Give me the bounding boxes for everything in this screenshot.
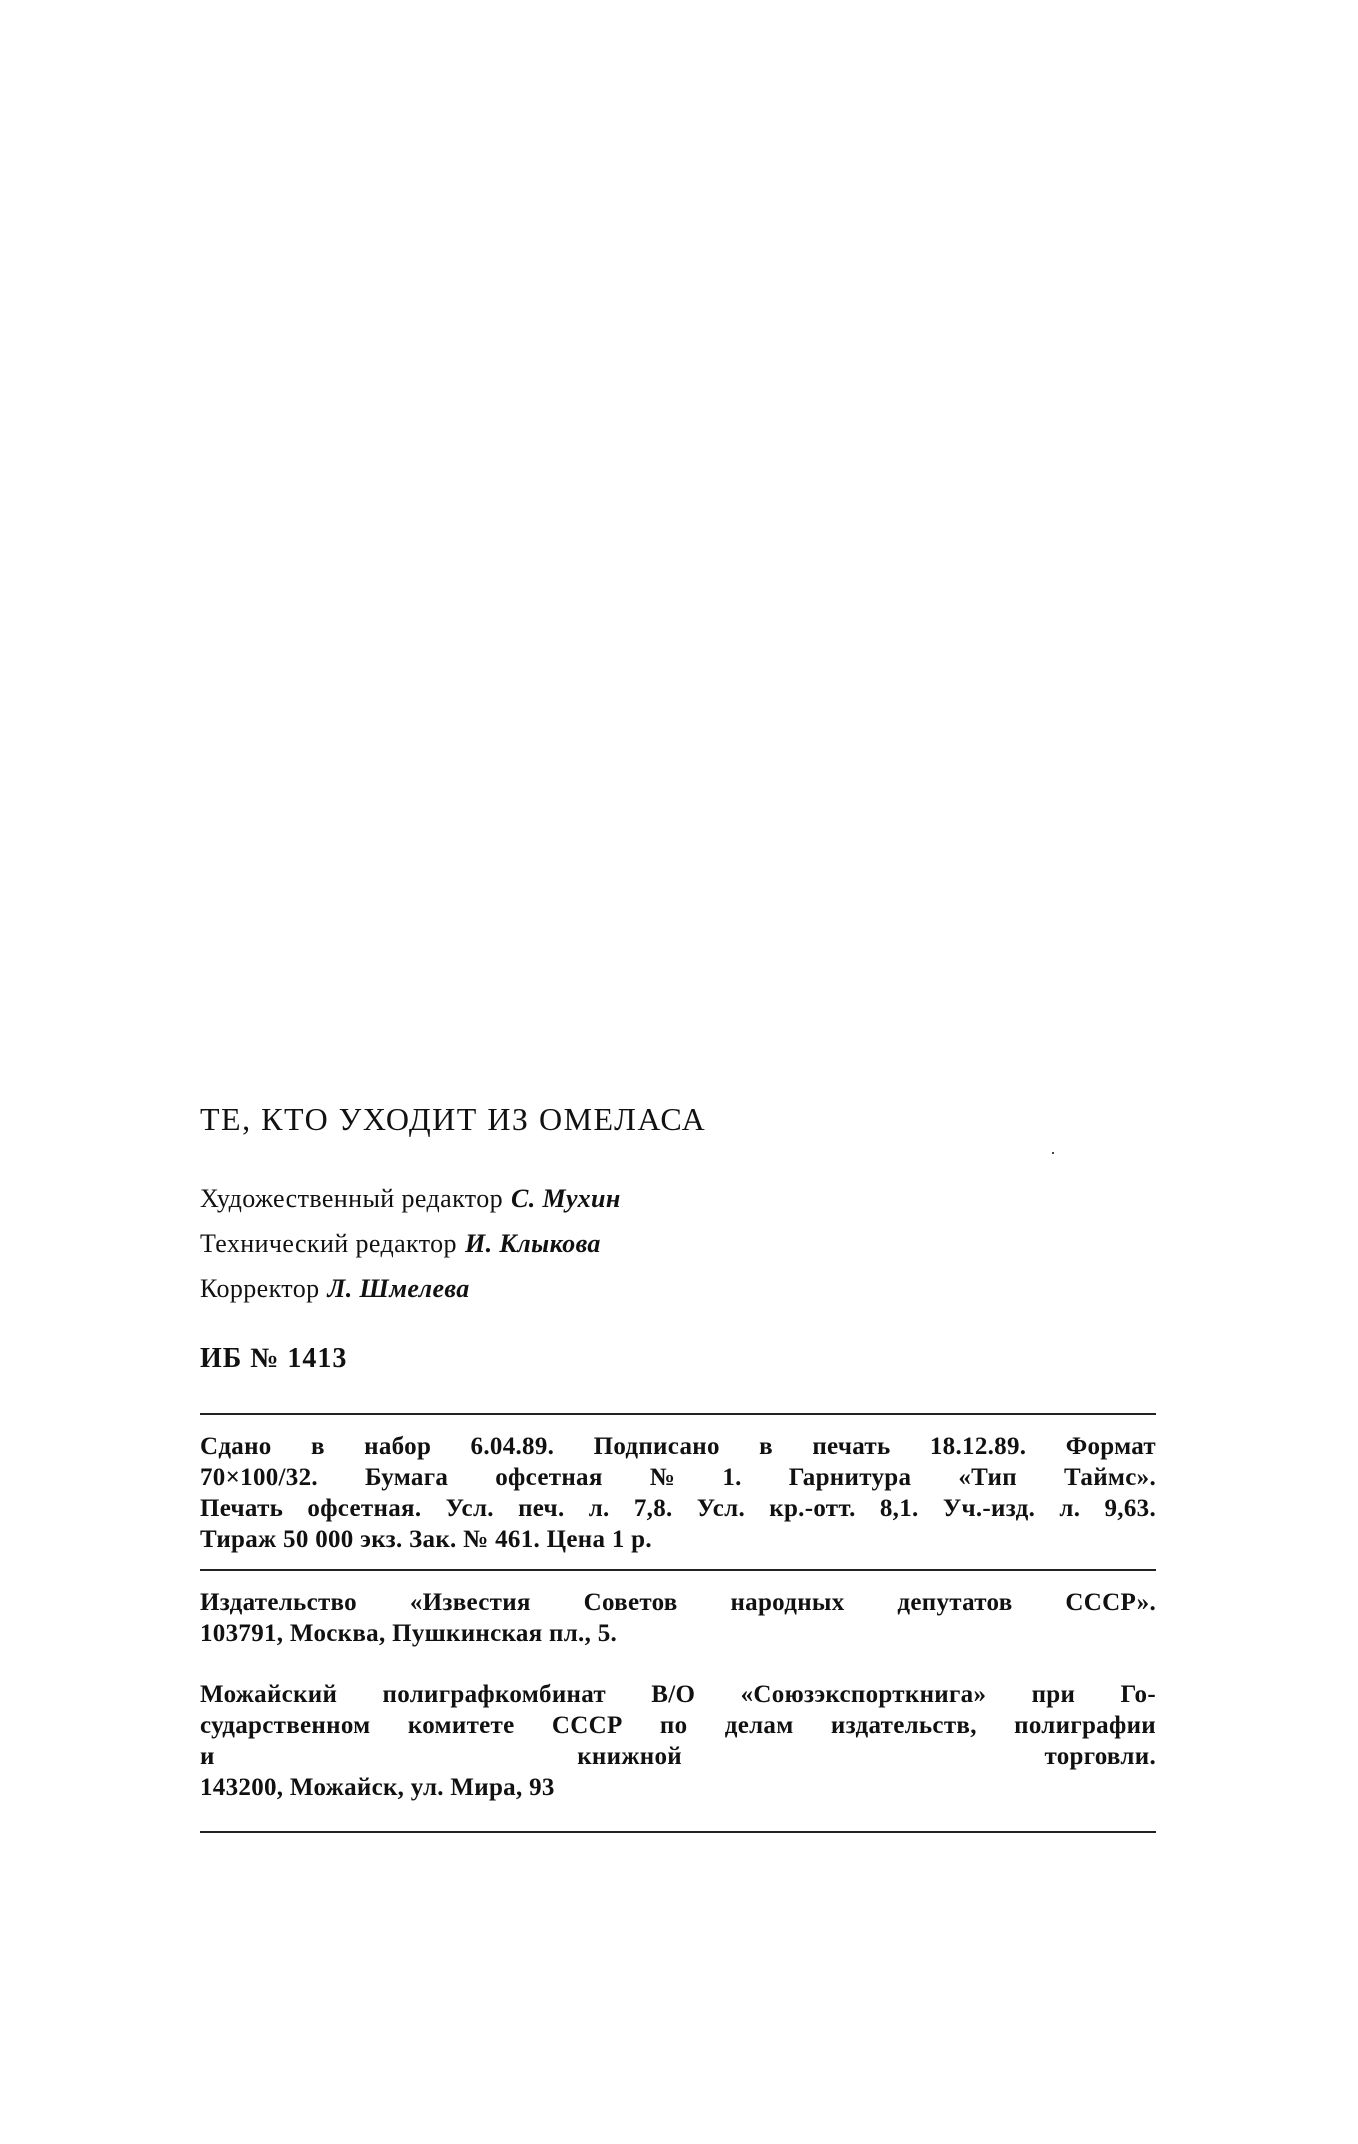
credit-tech-editor — [200, 1221, 1156, 1266]
credit-role: Корректор — [200, 1274, 320, 1304]
ib-number: ИБ № 1413 — [200, 1343, 348, 1375]
publisher-line: Издательство «Известия Советов народных депутатов СССР». — [200, 1589, 1156, 1617]
credit-person: С. Мухин — [511, 1184, 621, 1214]
credit-person: И. Клыкова — [464, 1229, 601, 1259]
print-speck — [1052, 1152, 1054, 1154]
credit-role: Технический редактор — [200, 1229, 457, 1259]
colophon — [200, 1100, 1156, 1833]
print-info-line: 70×100/32. Бумага офсетная № 1. Гарнитура «Тип Таймс». — [200, 1464, 1156, 1492]
printer-line: сударственном комитете СССР по делам издательств, полиграфии — [200, 1712, 1156, 1740]
divider-rule — [200, 1413, 1156, 1415]
credit-person: Л. Шмелева — [327, 1274, 470, 1304]
credit-proofreader — [200, 1266, 1156, 1311]
printer-line: 143200, Можайск, ул. Мира, 93 — [200, 1774, 555, 1802]
printer-block — [200, 1679, 1156, 1803]
publisher-line: 103791, Москва, Пушкинская пл., 5. — [200, 1620, 618, 1648]
credit-role: Художественный редактор — [200, 1184, 503, 1214]
printer-line: Можайский полиграфкомбинат В/О «Союзэкспорткнига» при Го- — [200, 1681, 1156, 1709]
book-title: ТЕ, КТО УХОДИТ ИЗ ОМЕЛАСА — [200, 1101, 707, 1137]
print-info-line: Сдано в набор 6.04.89. Подписано в печать 18.12.89. Формат — [200, 1433, 1156, 1461]
print-info-line: Тираж 50 000 экз. Зак. № 461. Цена 1 р. — [200, 1526, 652, 1554]
credits-list — [200, 1176, 1156, 1311]
printer-line: и книжной торговли. — [200, 1743, 1156, 1771]
publisher-block — [200, 1587, 1156, 1649]
divider-rule — [200, 1569, 1156, 1571]
divider-rule — [200, 1831, 1156, 1833]
print-info-block — [200, 1431, 1156, 1555]
credit-art-editor — [200, 1176, 1156, 1221]
print-info-line: Печать офсетная. Усл. печ. л. 7,8. Усл. кр.-отт. 8,1. Уч.-изд. л. 9,63. — [200, 1495, 1156, 1523]
